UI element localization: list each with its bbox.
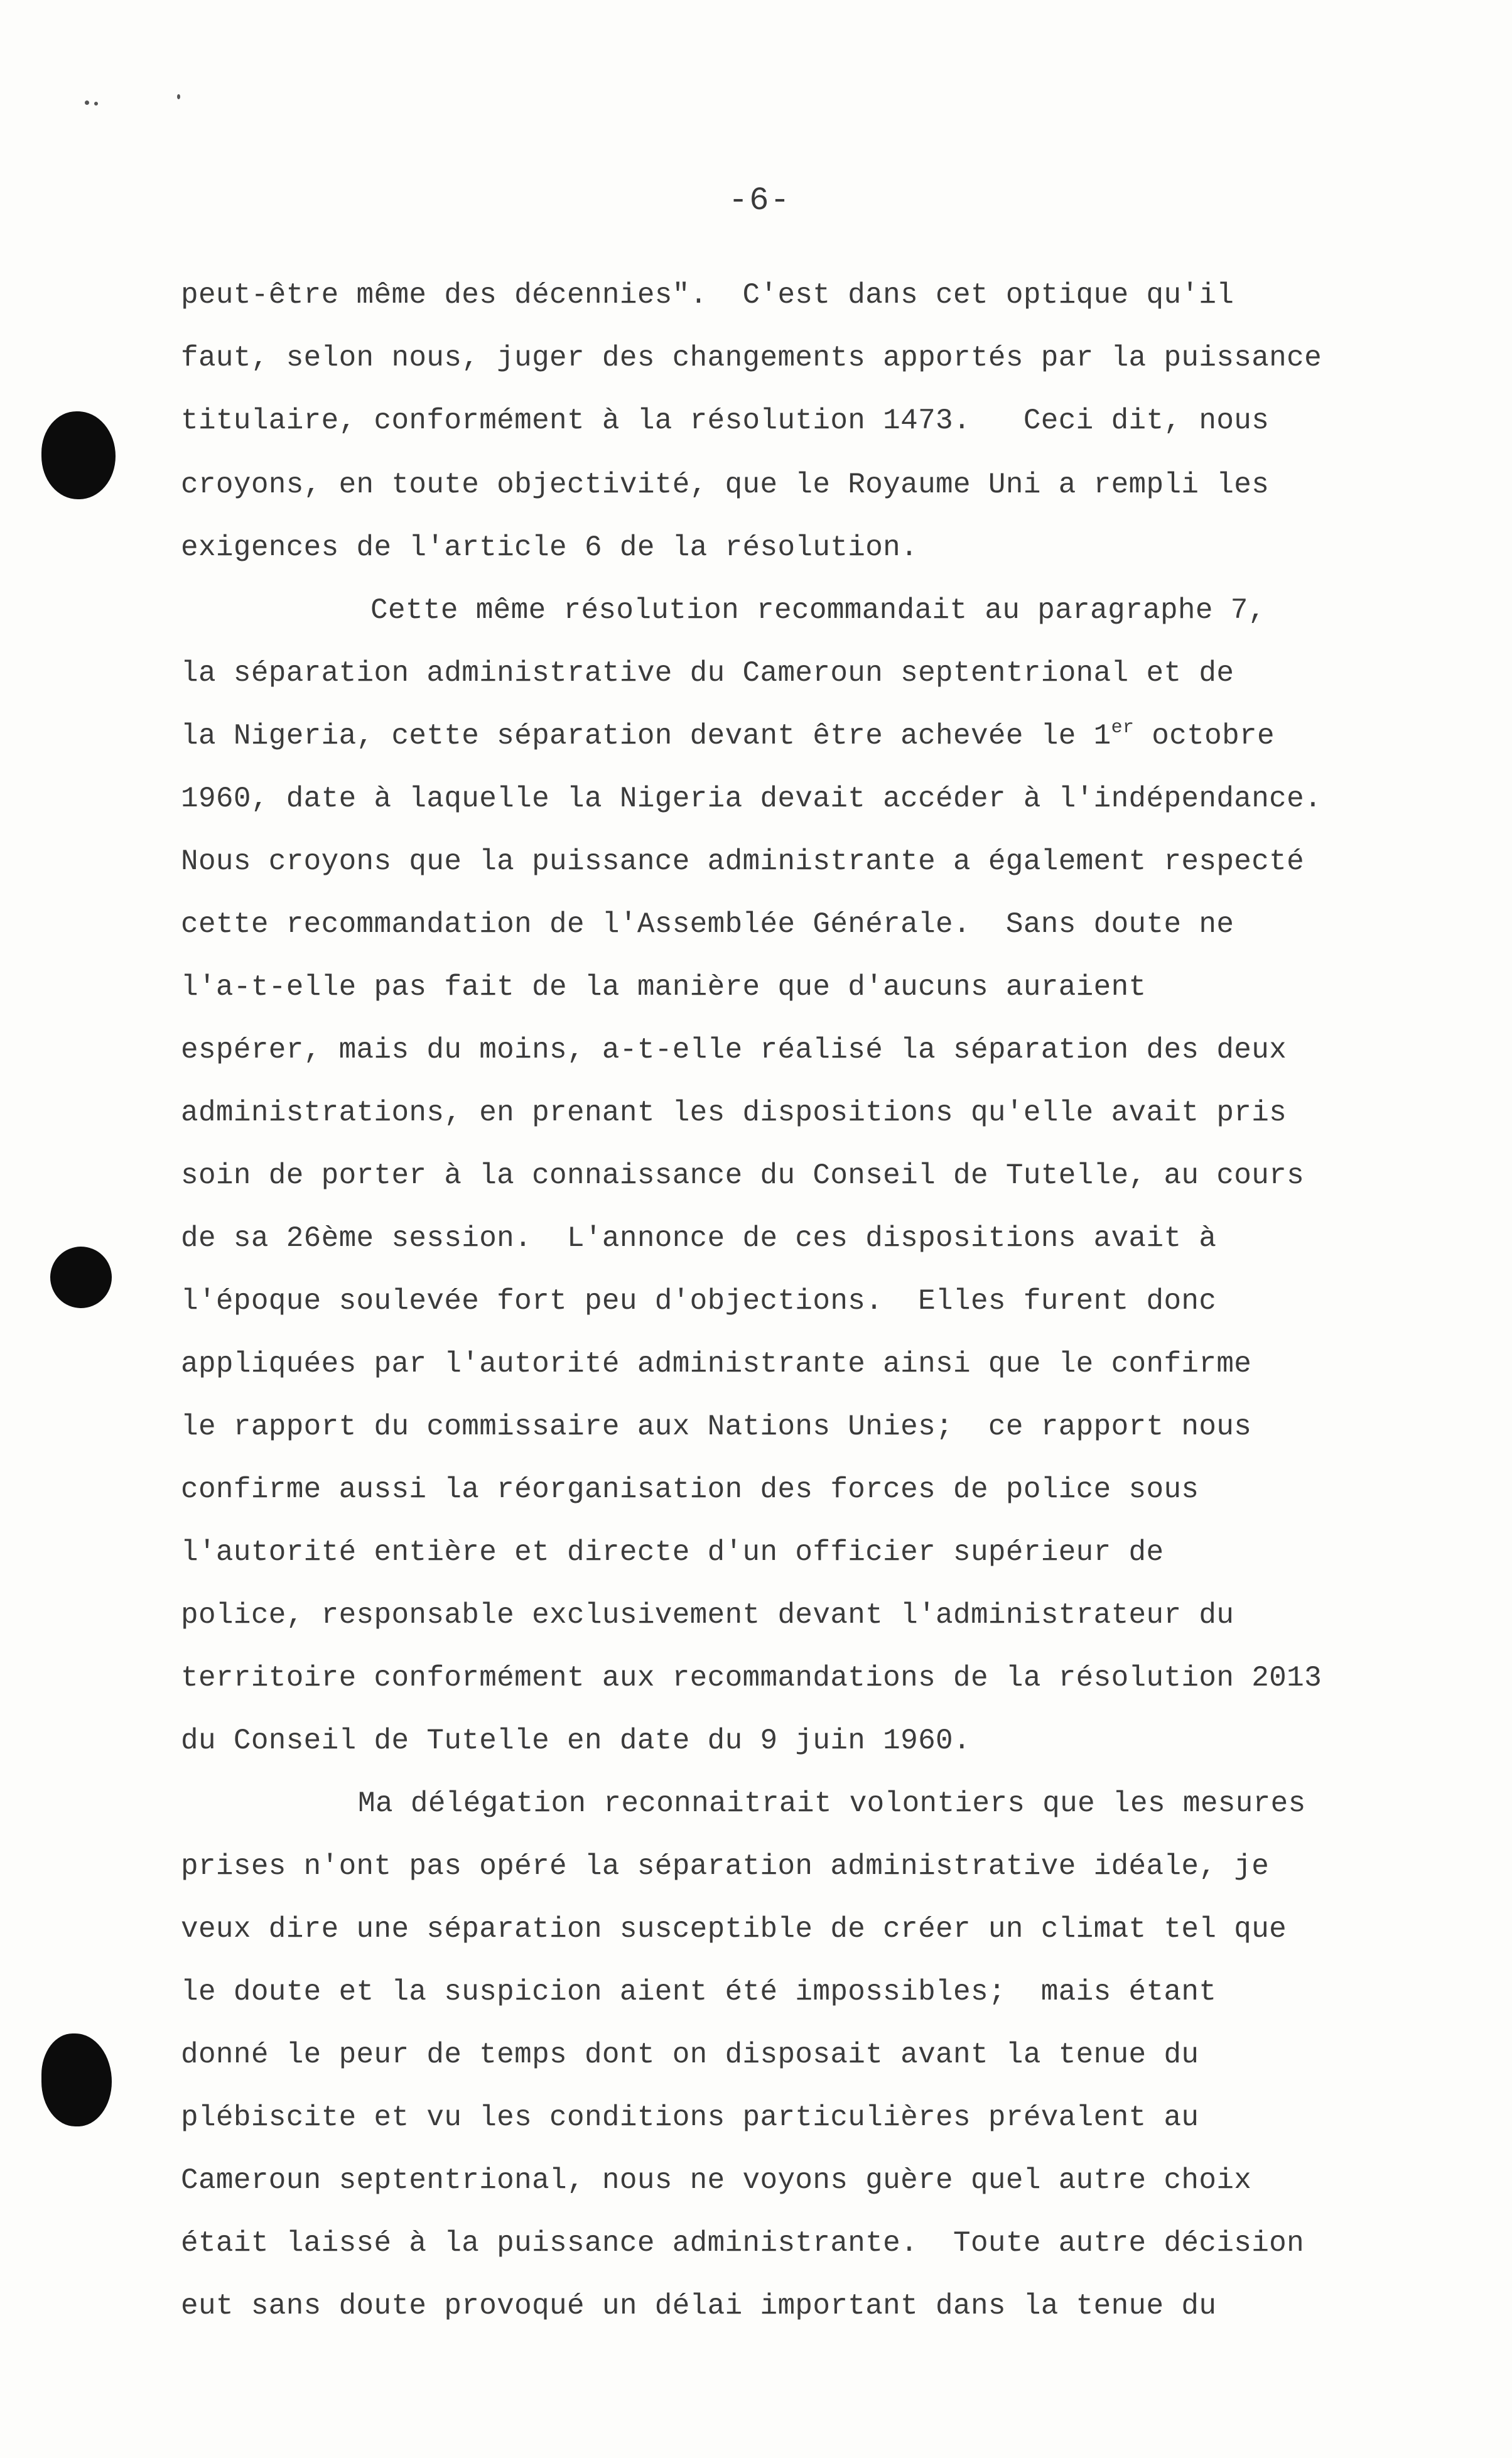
text-line: cette recommandation de l'Assemblée Générale. Sans doute ne xyxy=(181,908,1234,941)
text-line: espérer, mais du moins, a-t-elle réalisé la séparation des deux xyxy=(181,1034,1287,1066)
text-line: soin de porter à la connaissance du Conseil de Tutelle, au cours xyxy=(181,1159,1305,1192)
text-segment: la Nigeria, cette séparation devant être achevée le 1 xyxy=(181,720,1111,752)
punch-hole-bottom xyxy=(41,2033,112,2126)
text-line: exigences de l'article 6 de la résolution. xyxy=(181,531,919,564)
text-line: était laissé à la puissance administrante. Toute autre décision xyxy=(181,2227,1305,2260)
text-line: confirme aussi la réorganisation des forces de police sous xyxy=(181,1473,1199,1506)
paragraph-start-line: Cette même résolution recommandait au paragraphe 7, xyxy=(370,594,1266,627)
punch-hole-top xyxy=(41,411,116,499)
text-line: donné le peur de temps dont on disposait avant la tenue du xyxy=(181,2038,1199,2071)
text-line: veux dire une séparation susceptible de créer un climat tel que xyxy=(181,1913,1287,1946)
text-line-with-superscript xyxy=(181,717,1275,755)
text-line: la séparation administrative du Cameroun septentrional et de xyxy=(181,657,1234,690)
text-line: faut, selon nous, juger des changements apportés par la puissance xyxy=(181,342,1322,374)
punch-hole-middle xyxy=(50,1247,112,1308)
text-line: Nous croyons que la puissance administrante a également respecté xyxy=(181,845,1305,878)
text-line: police, responsable exclusivement devant l'administrateur du xyxy=(181,1599,1234,1632)
text-line: Cameroun septentrional, nous ne voyons guère quel autre choix xyxy=(181,2164,1252,2197)
text-line: territoire conformément aux recommandations de la résolution 2013 xyxy=(181,1662,1322,1694)
text-line: titulaire, conformément à la résolution 1473. Ceci dit, nous xyxy=(181,404,1270,437)
text-line: de sa 26ème session. L'annonce de ces dispositions avait à xyxy=(181,1222,1217,1255)
text-line: plébiscite et vu les conditions particulières prévalent au xyxy=(181,2101,1199,2134)
ink-speck xyxy=(85,100,89,105)
superscript-ordinal: er xyxy=(1111,717,1135,739)
text-segment: octobre xyxy=(1134,720,1275,752)
ink-speck xyxy=(177,94,180,99)
text-line: l'autorité entière et directe d'un officier supérieur de xyxy=(181,1536,1164,1569)
text-line: l'a-t-elle pas fait de la manière que d'aucuns auraient xyxy=(181,971,1147,1004)
text-line: peut-être même des décennies". C'est dans cet optique qu'il xyxy=(181,279,1234,311)
text-line: du Conseil de Tutelle en date du 9 juin 1960. xyxy=(181,1724,971,1757)
page-number: -6- xyxy=(728,182,791,219)
ink-speck xyxy=(94,102,98,106)
text-line: le rapport du commissaire aux Nations Unies; ce rapport nous xyxy=(181,1410,1252,1443)
text-line: 1960, date à laquelle la Nigeria devait accéder à l'indépendance. xyxy=(181,782,1322,815)
paragraph-start-line: Ma délégation reconnaitrait volontiers que les mesures xyxy=(358,1787,1306,1820)
text-line: administrations, en prenant les dispositions qu'elle avait pris xyxy=(181,1096,1287,1129)
text-line: croyons, en toute objectivité, que le Royaume Uni a rempli les xyxy=(181,468,1270,501)
text-line: appliquées par l'autorité administrante ainsi que le confirme xyxy=(181,1348,1252,1380)
text-line: le doute et la suspicion aient été impossibles; mais étant xyxy=(181,1976,1217,2008)
text-line: prises n'ont pas opéré la séparation administrative idéale, je xyxy=(181,1850,1270,1883)
text-line: eut sans doute provoqué un délai important dans la tenue du xyxy=(181,2290,1217,2322)
text-line: l'époque soulevée fort peu d'objections. Elles furent donc xyxy=(181,1285,1217,1318)
